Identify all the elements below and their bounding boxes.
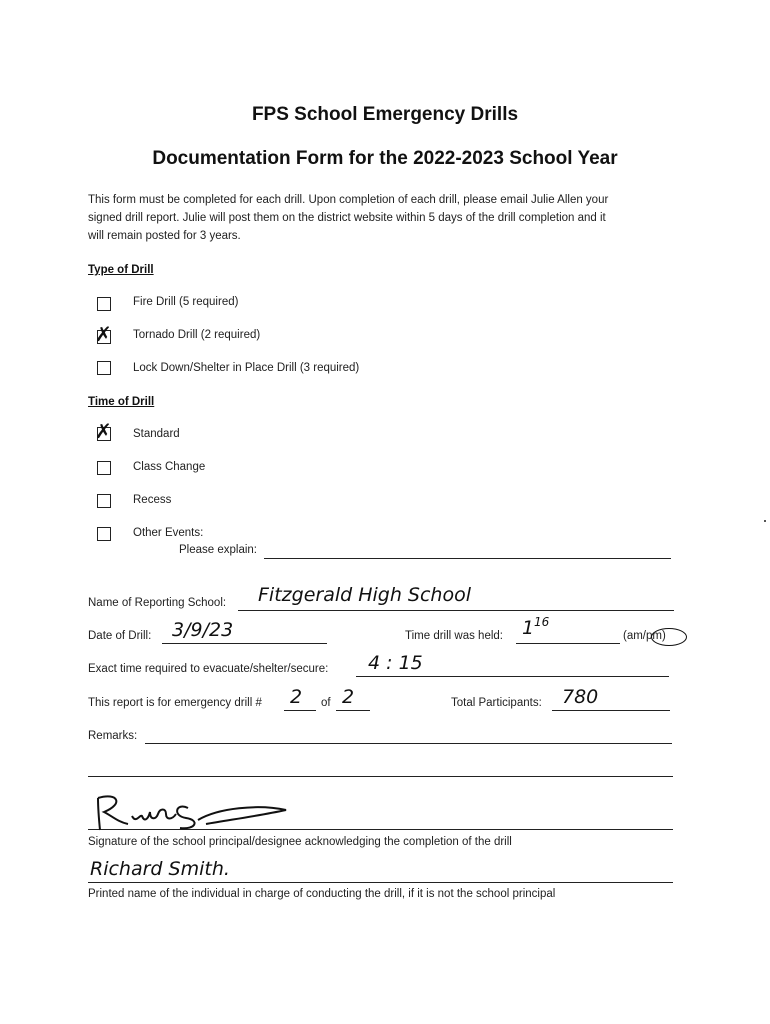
scan-speck — [764, 520, 766, 522]
check-x-icon: ✗ — [95, 322, 112, 346]
evac-time-label: Exact time required to evacuate/shelter/secure: — [88, 663, 329, 675]
class-change-checkbox[interactable] — [97, 461, 111, 475]
lockdown-drill-checkbox[interactable] — [97, 361, 111, 375]
evac-time-field[interactable] — [356, 652, 669, 677]
am-pm-label: (am/pm) — [623, 630, 666, 642]
pm-circle-mark — [651, 628, 687, 646]
explain-label: Please explain: — [179, 544, 257, 556]
date-label: Date of Drill: — [88, 630, 152, 642]
remarks-field-line-2[interactable] — [88, 776, 673, 777]
school-value: Fitzgerald High School — [258, 584, 471, 606]
school-label: Name of Reporting School: — [88, 597, 227, 609]
drill-number-field[interactable] — [284, 686, 316, 711]
tornado-drill-checkbox[interactable] — [95, 322, 112, 346]
recess-label: Recess — [133, 494, 172, 506]
standard-label: Standard — [133, 428, 180, 440]
principal-signature — [88, 790, 298, 839]
form-subtitle: Documentation Form for the 2022-2023 School Year — [152, 148, 618, 169]
instructions-line: signed drill report. Julie will post them on the district website within 5 days of the drill completion and it — [88, 212, 606, 224]
lockdown-drill-label: Lock Down/Shelter in Place Drill (3 required) — [133, 362, 360, 374]
evac-time-value: 4 : 15 — [368, 652, 423, 674]
time-held-minutes: 16 — [534, 615, 550, 629]
drill-total-value: 2 — [342, 686, 355, 708]
printed-name-value: Richard Smith. — [90, 858, 230, 880]
class-change-label: Class Change — [133, 461, 206, 473]
signature-drawing — [88, 790, 298, 834]
fire-drill-checkbox[interactable] — [97, 297, 111, 311]
check-x-icon: ✗ — [95, 419, 112, 443]
time-held-field[interactable] — [516, 615, 620, 644]
drill-number-label: This report is for emergency drill # — [88, 697, 262, 709]
other-events-label: Other Events: — [133, 527, 204, 539]
date-field[interactable] — [162, 619, 327, 644]
participants-label: Total Participants: — [451, 697, 542, 709]
instructions — [88, 191, 688, 245]
instructions-line: will remain posted for 3 years. — [88, 230, 241, 242]
school-field[interactable] — [238, 584, 674, 611]
participants-value: 780 — [562, 686, 599, 708]
form-title: FPS School Emergency Drills — [251, 104, 519, 125]
drill-total-field[interactable] — [336, 686, 370, 711]
date-value: 3/9/23 — [172, 619, 234, 641]
time-held-value: 1 — [522, 617, 535, 639]
drill-number-value: 2 — [290, 686, 303, 708]
other-events-checkbox[interactable] — [97, 527, 111, 541]
signature-caption: Signature of the school principal/designee acknowledging the completion of the drill — [88, 836, 512, 848]
remarks-field[interactable] — [145, 743, 672, 744]
participants-field[interactable] — [552, 686, 670, 711]
time-held-label: Time drill was held: — [405, 630, 503, 642]
fire-drill-label: Fire Drill (5 required) — [133, 296, 239, 308]
of-label: of — [321, 697, 331, 709]
standard-checkbox[interactable] — [95, 419, 112, 443]
printed-name-caption: Printed name of the individual in charge of conducting the drill, if it is not the school principal — [88, 888, 556, 900]
instructions-line: This form must be completed for each drill. Upon completion of each drill, please email Julie Allen your — [88, 194, 609, 206]
type-of-drill-heading: Type of Drill — [88, 264, 154, 276]
remarks-label: Remarks: — [88, 730, 138, 742]
recess-checkbox[interactable] — [97, 494, 111, 508]
printed-name-field[interactable] — [88, 858, 673, 883]
time-of-drill-heading: Time of Drill — [88, 396, 155, 408]
explain-field[interactable] — [264, 558, 671, 559]
tornado-drill-label: Tornado Drill (2 required) — [133, 329, 261, 341]
